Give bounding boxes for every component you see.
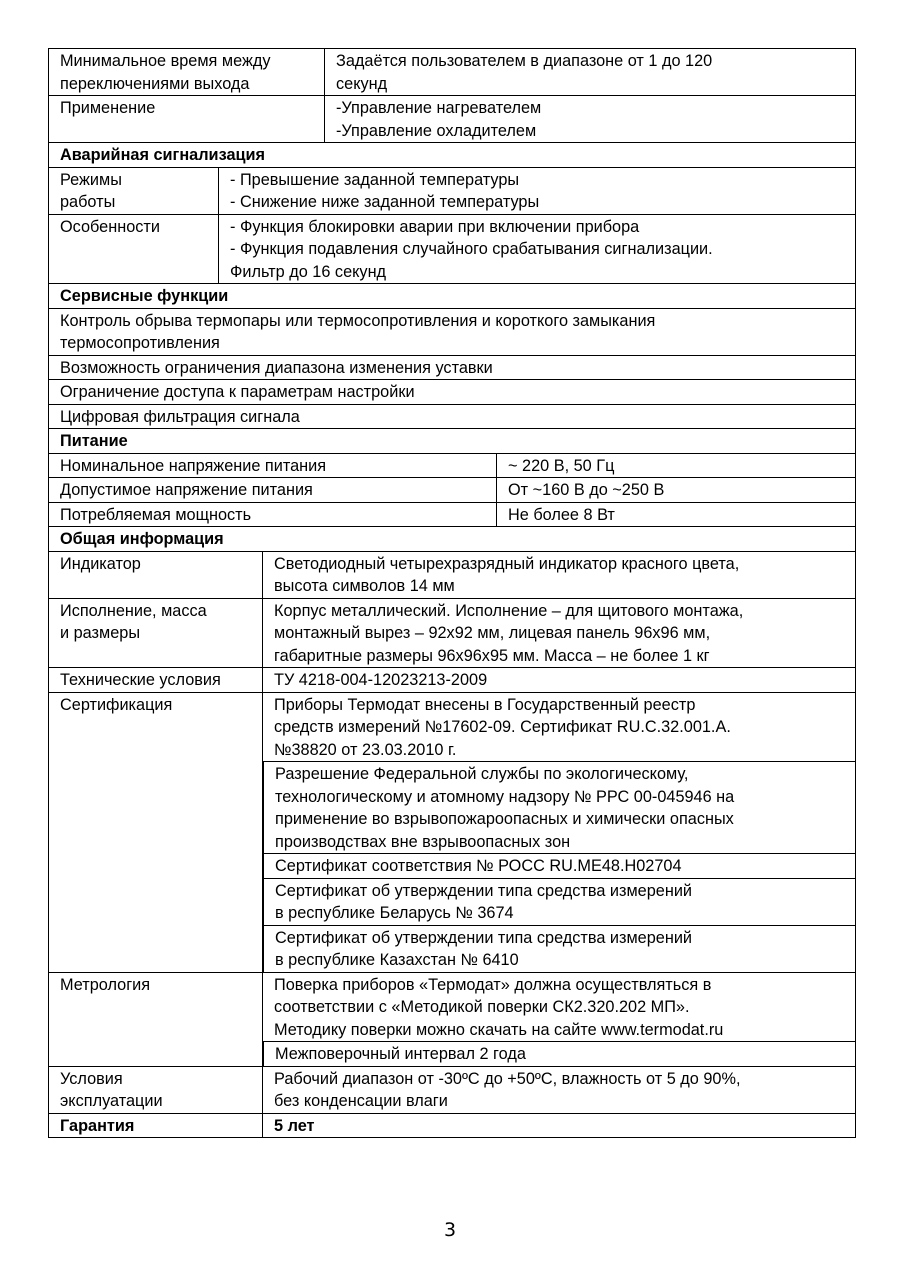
- table-row-design: [48, 599, 856, 669]
- table-row-tech-conditions: Технические условия ТУ 4218-004-12023213-2009: [48, 668, 856, 693]
- cert-entry: Приборы Термодат внесены в Государственный реестр средств измерений №17602-09. Сертификат RU.C.32.001.A. №38820 от 23.03.2010 г.: [263, 693, 855, 763]
- row-label: Применение: [60, 99, 156, 117]
- table-row-service: Цифровая фильтрация сигнала: [48, 405, 856, 430]
- row-label: Режимы работы: [60, 170, 122, 211]
- certification-values: [262, 693, 855, 972]
- table-row-service: Возможность ограничения диапазона изменения уставки: [48, 356, 856, 381]
- table-row-metrology: Метрология Поверка приборов «Термодат» должна осуществляться в соответствии с «Методикой поверки СК2.320.202 МП». Методику поверки можно скачать на сайте www.termodat.ru Межповерочный интервал 2 года: [48, 973, 856, 1067]
- row-label: Условия эксплуатации: [60, 1069, 163, 1110]
- row-label: Минимальное время между переключениями выхода: [60, 52, 271, 93]
- cert-entry: Сертификат соответствия № РОСС RU.МЕ48.Н02704: [263, 854, 855, 879]
- row-value: Рабочий диапазон от -30ºC до +50ºC, влажность от 5 до 90%, без конденсации влаги: [262, 1067, 855, 1113]
- table-row-certification: Сертификация Приборы Термодат внесены в Государственный реестр средств измерений №17602-09. Сертификат RU.C.32.001.A. №38820 от 23.03.2010 г. Разрешение Федеральной службы по экологическому, технологическому и атомному надзору № РРС 00-045946 на применение во взрывопожароопасных и химически опасных производствах вне взрывоопасных зон Сертификат соответствия № РОСС RU.МЕ48.Н02704 Сертификат об утверждении типа средства измерений в республике Беларусь № 3674 Сертификат об утверждении типа средства измерений в республике Казахстан № 6410: [48, 693, 856, 973]
- row-value: Корпус металлический. Исполнение – для щитового монтажа, монтажный вырез – 92x92 мм, лицевая панель 96x96 мм, габаритные размеры 96x96x95 мм. Масса – не более 1 кг: [262, 599, 855, 668]
- cert-entry: Сертификат об утверждении типа средства измерений в республике Казахстан № 6410: [263, 926, 855, 972]
- page-number: 3: [443, 1219, 457, 1241]
- row-value: - Функция блокировки аварии при включении прибора - Функция подавления случайного срабатывания сигнализации. Фильтр до 16 секунд: [218, 215, 855, 284]
- spec-table: [48, 48, 856, 1138]
- metrology-values: [262, 973, 855, 1066]
- table-row-min-time: [48, 48, 856, 96]
- table-row-power: Номинальное напряжение питания ~ 220 В, 50 Гц: [48, 454, 856, 479]
- row-value: Задаётся пользователем в диапазоне от 1 до 120 секунд: [324, 49, 855, 95]
- cert-entry: Разрешение Федеральной службы по экологическому, технологическому и атомному надзору № РРС 00-045946 на применение во взрывопожароопасных и химически опасных производствах вне взрывоопасных зон: [263, 762, 855, 854]
- table-row-application: [48, 96, 856, 143]
- row-label: Особенности: [60, 217, 160, 236]
- row-label: Исполнение, масса и размеры: [60, 601, 207, 642]
- table-row-service: Контроль обрыва термопары или термосопротивления и короткого замыкания термосопротивления: [48, 309, 856, 356]
- row-value: Светодиодный четырехразрядный индикатор красного цвета, высота символов 14 мм: [262, 552, 855, 598]
- row-value: -Управление нагревателем -Управление охладителем: [324, 96, 855, 142]
- table-row-alarm-modes: [48, 168, 856, 215]
- table-row-indicator: Индикатор Светодиодный четырехразрядный индикатор красного цвета, высота символов 14 мм: [48, 552, 856, 599]
- table-row-power: Допустимое напряжение питания От ~160 В до ~250 В: [48, 478, 856, 503]
- metrology-entry: Межповерочный интервал 2 года: [263, 1042, 855, 1066]
- table-row-service: Ограничение доступа к параметрам настройки: [48, 380, 856, 405]
- table-row-operating: [48, 1067, 856, 1114]
- section-header-general: Общая информация: [48, 527, 856, 552]
- section-header-power: Питание: [48, 429, 856, 454]
- table-row-warranty: Гарантия 5 лет: [48, 1114, 856, 1139]
- section-header-service: Сервисные функции: [48, 284, 856, 309]
- table-row-alarm-features: [48, 215, 856, 285]
- table-row-power: Потребляемая мощность Не более 8 Вт: [48, 503, 856, 528]
- row-value: - Превышение заданной температуры - Снижение ниже заданной температуры: [218, 168, 855, 214]
- section-header-alarm: Аварийная сигнализация: [48, 143, 856, 168]
- cert-entry: Сертификат об утверждении типа средства измерений в республике Беларусь № 3674: [263, 879, 855, 926]
- metrology-entry: Поверка приборов «Термодат» должна осуществляться в соответствии с «Методикой поверки СК2.320.202 МП». Методику поверки можно скачать на сайте www.termodat.ru: [263, 973, 855, 1043]
